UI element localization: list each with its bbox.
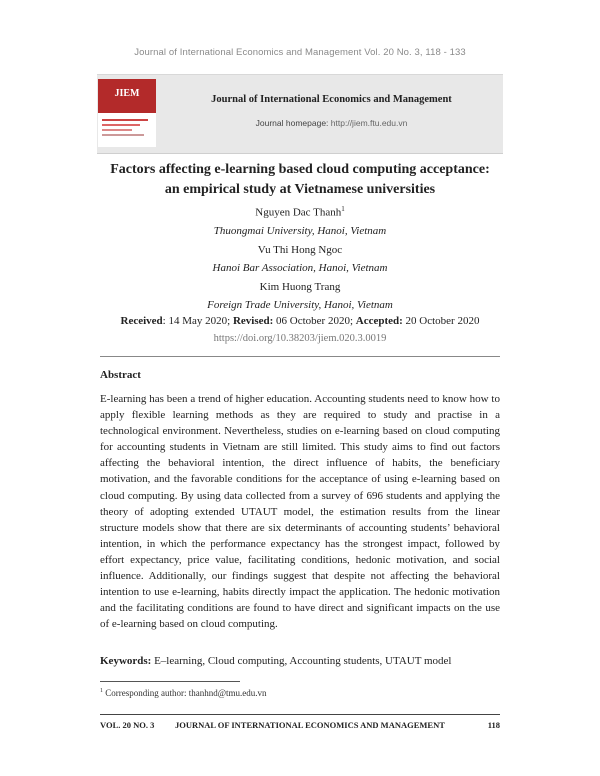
accepted-date: 20 October 2020 — [402, 315, 480, 327]
received-label: Received — [120, 315, 163, 327]
author-footnote-mark: 1 — [341, 205, 345, 213]
received-date: : 14 May 2020; — [162, 315, 231, 327]
keywords — [100, 655, 500, 667]
page-number: 118 — [487, 720, 500, 730]
logo-decoration — [102, 119, 148, 139]
homepage-label: Journal homepage: — [255, 118, 329, 128]
keywords-text: E–learning, Cloud computing, Accounting students, UTAUT model — [151, 655, 452, 667]
article-dates — [60, 315, 540, 327]
revised-label: Revised: — [232, 315, 274, 327]
author-name: Kim Huong Trang — [259, 280, 341, 293]
author-affiliation: Foreign Trade University, Hanoi, Vietnam — [207, 299, 393, 312]
logo-text: JIEM — [114, 88, 140, 99]
author-name: Nguyen Dac Thanh$^1$ — [255, 205, 345, 219]
section-divider — [100, 356, 500, 357]
revised-date: 06 October 2020; — [273, 315, 353, 327]
keywords-label: Keywords: — [100, 655, 152, 667]
homepage-link[interactable]: http://jiem.ftu.edu.vn — [330, 118, 408, 128]
footnote-text: Corresponding author: thanhnd@tmu.edu.vn — [103, 688, 267, 698]
article-title — [60, 160, 540, 200]
footer-journal: JOURNAL OF INTERNATIONAL ECONOMICS AND MANAGEMENT — [175, 720, 445, 730]
footnote-divider — [100, 681, 240, 682]
author-affiliation: Thuongmai University, Hanoi, Vietnam — [213, 225, 387, 238]
title-line-1: Factors affecting e-learning based cloud computing acceptance: — [110, 162, 490, 177]
masthead-journal-name: Journal of International Economics and Management — [211, 94, 452, 105]
abstract-heading: Abstract — [100, 369, 141, 381]
footer-volume: VOL. 20 NO. 3 — [100, 720, 155, 730]
running-head: Journal of International Economics and Management Vol. 20 No. 3, 118 - 133 — [134, 47, 466, 58]
title-line-2: an empirical study at Vietnamese universities — [164, 182, 436, 197]
masthead-homepage — [160, 118, 503, 128]
journal-masthead — [97, 74, 503, 154]
author-affiliation: Hanoi Bar Association, Hanoi, Vietnam — [212, 262, 388, 275]
accepted-label: Accepted: — [355, 315, 403, 327]
journal-logo — [98, 79, 156, 147]
footnote — [100, 688, 267, 698]
footer-divider — [100, 714, 500, 715]
abstract-text: E-learning has been a trend of higher education. Accounting students need to know how to apply flexible learning methods as they are required to study and practise in a technological environment. Nevertheless, studies on e-learning based on cloud computing for accounting students in Vietnam are still limited. This study aims to find out factors affecting the behavioral intention, the direct influence of habits, the beneficiary motivation, and the favorable conditions for the acceptance of using e-learning based on cloud computing. By using data collected from a survey of 696 students and applying the theory of adopting extended UTAUT model, the estimation results from the linear structure models show that there are six determinants of accounting students’ behavioral intention, in which the performance expectancy has the strongest impact, followed by effort expectancy, price value, facilitating conditions, hedonic motivation, and social influence. Additionally, our findings suggest that despite not affecting the behavioral intention to use e-learning, habits directly impact the application. The hedonic motivation and the facilitating conditions are found to have direct and significant impacts on the use of e-learning based on cloud computing. — [100, 393, 500, 631]
footnote-mark: 1 — [100, 688, 103, 694]
author-name: Vu Thi Hong Ngoc — [257, 243, 343, 256]
author-list — [60, 200, 540, 315]
doi-link[interactable]: https://doi.org/10.38203/jiem.020.3.0019 — [213, 333, 387, 344]
